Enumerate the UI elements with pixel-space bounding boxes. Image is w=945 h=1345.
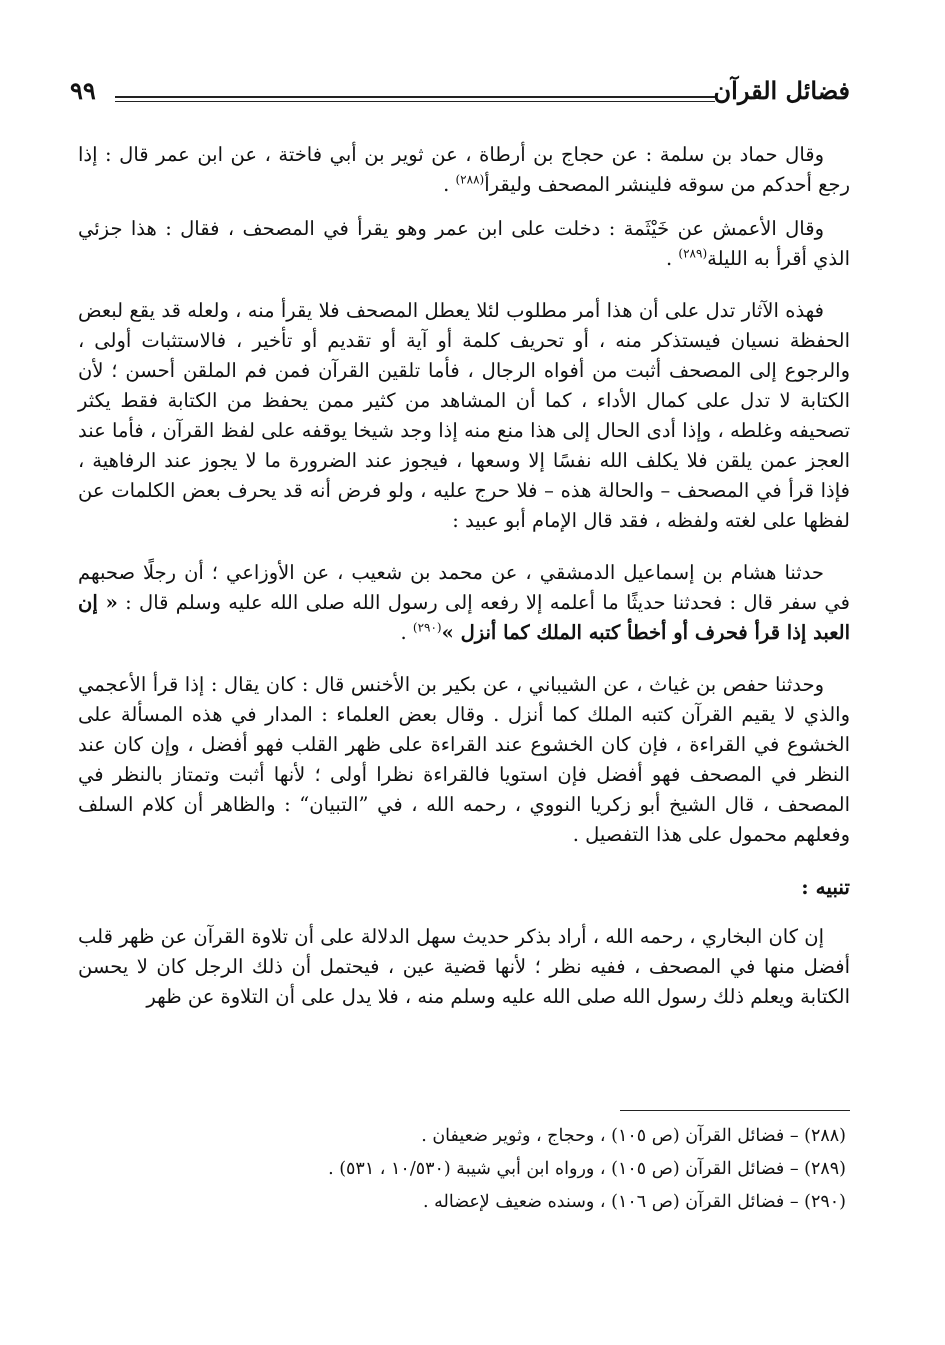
paragraph-hammad [78,140,850,200]
running-title: فضائل القرآن [713,76,850,105]
paragraph-hisham [78,558,850,648]
footnotes [78,1120,850,1219]
paragraph-text: حدثنا هشام بن إسماعيل الدمشقي ، عن محمد بن شعيب ، عن الأوزاعي ؛ أن رجلًا صحبهم في سفر قال : فحدثنا حديثًا ما أعلمه إلا رفعه إلى رسول الله صلى الله عليه وسلم قال : [78,561,850,614]
page-body [78,140,850,1034]
paragraph-hafs [78,670,850,850]
footnote-ref-289: (٢٨٩) [678,246,708,261]
paragraph-amash [78,214,850,274]
footnote-289: (٢٨٩) – فضائل القرآن (ص ١٠٥) ، ورواه ابن أبي شيبة (١٠/٥٣٠ ، ٥٣١) . [328,1159,846,1179]
page-header [70,76,850,120]
paragraph-text: إن كان البخاري ، رحمه الله ، أراد بذكر حديث سهل الدلالة على أن تلاوة القرآن عن ظهر قلب أفضل منها في المصحف ، ففيه نظر ؛ لأنها قضية عين ، فيحتمل أن ذلك الرجل كان لا يحسن الكتابة ويعلم ذلك رسول الله صلى الله عليه وسلم منه ، فلا يدل على أن التلاوة عن ظهر [78,925,850,1008]
paragraph-tail: . [443,173,456,196]
footnote-290: (٢٩٠) – فضائل القرآن (ص ١٠٦) ، وسنده ضعيف لإعضاله . [423,1192,846,1212]
footnote-separator [620,1110,850,1111]
hadith-quote: « إن العبد إذا قرأ فحرف أو أخطأ كتبه الملك كما أنزل » [78,591,850,644]
footnote-ref-288: (٢٨٨) [455,172,485,187]
paragraph-tail: . [400,621,413,644]
paragraph-tail: . [666,247,679,270]
paragraph-text: وقال الأعمش عن خَيْثَمة : دخلت على ابن عمر وهو يقرأ في المصحف ، فقال : هذا جزئي الذي أقرأ به الليلة [78,217,850,270]
paragraph-text: وقال حماد بن سلمة : عن حجاج بن أرطاة ، عن ثوير بن أبي فاختة ، عن ابن عمر قال : إذا رجع أحدكم من سوقه فلينشر المصحف وليقرأ [78,143,850,196]
page-number: ٩٩ [70,76,96,105]
note-heading: تنبيه : [801,875,850,899]
footnote-288: (٢٨٨) – فضائل القرآن (ص ١٠٥) ، وحجاج ، وثوير ضعيفان . [421,1126,846,1146]
paragraph-athar [78,296,850,536]
paragraph-bukhari [78,922,850,1012]
paragraph-text: وحدثنا حفص بن غياث ، عن الشيباني ، عن بكير بن الأخنس قال : كان يقال : إذا قرأ الأعجمي والذي لا يقيم القرآن كتبه الملك كما أنزل . وقال بعض العلماء : المدار في هذه المسألة على الخشوع في القراءة ، فإن كان الخشوع عند القراءة على ظهر القلب فهو أفضل ، وإن كان عند النظر في المصحف فهو أفضل فإن استويا فالقراءة نظرا أولى ؛ لأنها أثبت وتمتاز بالنظر في المصحف ، قال الشيخ أبو زكريا النووي ، رحمه الله ، في ”التبيان“ : والظاهر أن كلام السلف وفعلهم محمول على هذا التفصيل . [78,673,850,846]
footnote-ref-290: (٢٩٠) [412,620,442,635]
paragraph-text: فهذه الآثار تدل على أن هذا أمر مطلوب لئلا يعطل المصحف فلا يقرأ منه ، ولعله قد يقع لبعض الحفظة نسيان فيستذكر منه ، أو تحريف كلمة أو آية أو تقديم أو تأخير ، فالاستثبات أولى ، والرجوع إلى المصحف أثبت من أفواه الرجال ، فأما تلقين القرآن فمن فم الملقن أحسن ؛ لأن الكتابة لا تدل على كمال الأداء ، كما أن المشاهد من كثير ممن يحفظ من الكتابة فقط يكثر تصحيفه وغلطه ، وإذا أدى الحال إلى هذا منع منه إذا وجد شيخا يوقفه على لفظ القرآن ، فأما عند العجز عمن يلقن فلا يكلف الله نفسًا إلا وسعها ، فيجوز عند الضرورة ما لا يجوز عند الرفاهية ، فإذا قرأ في المصحف – والحالة هذه – فلا حرج عليه ، ولو فرض أنه قد يحرف بعض الكلمات عن لفظها على لغته ولفظه ، فقد قال الإمام أبو عبيد : [78,299,850,532]
header-rule [115,96,715,102]
